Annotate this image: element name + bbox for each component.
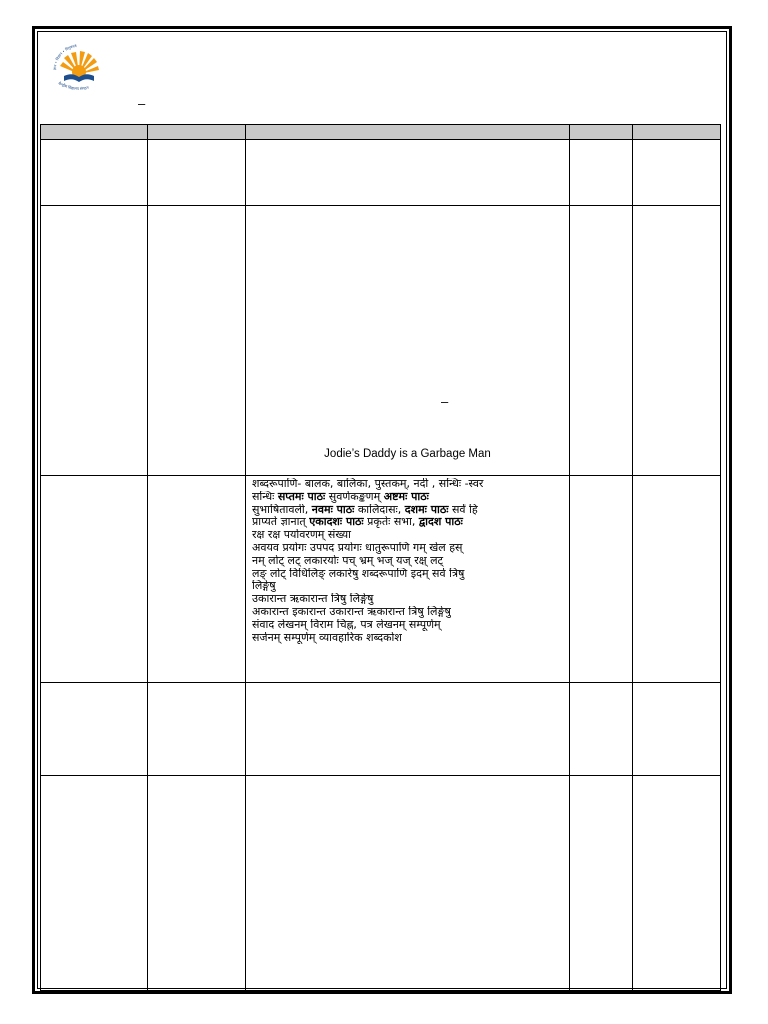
lesson-heading: द्वादश पाठः	[418, 516, 463, 529]
table-row	[41, 683, 721, 776]
lesson-heading: एकादशः पाठः	[309, 516, 364, 529]
syllabus-text: रक्ष रक्ष पर्यावरणम् संख्या	[252, 529, 351, 542]
content-cell	[246, 206, 570, 476]
table-row	[41, 476, 721, 683]
syllabus-text: सुभाषितावली,	[252, 503, 312, 516]
header-cell-1	[41, 125, 148, 140]
table-cell	[246, 776, 570, 991]
syllabus-text: लङ् लोट् विधिलिङ् लकारेषु शब्दरूपाणि इदम् सर्व त्रिषु	[252, 567, 465, 580]
table-cell	[570, 776, 633, 991]
syllabus-text: नम् लोट् लट् लकारयोः पच् भ्रम् भज् यज् रक्ष् लट्	[252, 554, 444, 567]
syllabus-table	[40, 124, 721, 991]
table-cell	[633, 776, 721, 991]
header-dash: –	[138, 96, 146, 111]
syllabus-line	[252, 516, 563, 529]
table-cell	[41, 683, 148, 776]
header-cell-5	[633, 125, 721, 140]
table-cell	[148, 683, 246, 776]
syllabus-line	[252, 504, 563, 517]
table-cell	[148, 206, 246, 476]
table-row	[41, 776, 721, 991]
header-cell-4	[570, 125, 633, 140]
table-cell	[148, 140, 246, 206]
table-cell	[41, 206, 148, 476]
table-cell	[246, 140, 570, 206]
table-cell	[570, 206, 633, 476]
lesson-heading: सप्तमः पाठः	[277, 490, 326, 503]
syllabus-text: संवाद लेखनम् विराम चिह्न, पत्र लेखनम् सम्पूर्णम्	[252, 618, 441, 631]
table-cell	[41, 476, 148, 683]
header-cell-3	[246, 125, 570, 140]
table-cell	[148, 476, 246, 683]
syllabus-text: सन्धिः	[252, 490, 278, 503]
syllabus-line	[252, 568, 563, 581]
syllabus-text: प्राप्यते ज्ञानात्	[252, 516, 310, 529]
table-cell	[246, 683, 570, 776]
syllabus-line	[252, 619, 563, 632]
content-dash: –	[441, 394, 449, 409]
table-cell	[633, 476, 721, 683]
syllabus-line	[252, 593, 563, 606]
header-cell-2	[148, 125, 246, 140]
syllabus-line	[252, 529, 563, 542]
syllabus-text: शब्दरूपाणि- बालक, बालिका, पुस्तकम्, नदी , सन्धिः -स्वर	[252, 478, 484, 490]
syllabus-line	[252, 542, 563, 555]
syllabus-text: कालिदासः,	[354, 503, 405, 516]
table-cell	[41, 776, 148, 991]
syllabus-text: सर्जनम् सम्पूर्णम् व्यावहारिक शब्दकोश	[252, 631, 402, 644]
syllabus-text: सर्वं हि	[448, 503, 478, 516]
table-cell	[570, 683, 633, 776]
table-cell	[633, 683, 721, 776]
syllabus-text: प्रकृतेः सभा,	[363, 516, 419, 529]
table-cell	[570, 140, 633, 206]
syllabus-text: अवयव प्रयोगः उपपद प्रयोगः धातुरूपाणि गम् खेल हस्	[252, 541, 463, 554]
sanskrit-syllabus-cell	[246, 476, 570, 683]
syllabus-text: लिङ्गेषु	[252, 580, 276, 593]
syllabus-text: सुवर्णकङ्कणम्	[325, 490, 384, 503]
table-header-row	[41, 125, 721, 140]
table-cell	[570, 476, 633, 683]
svg-text:केन्द्रीय विद्यालय संगठन: केन्द्रीय विद्यालय संगठन	[57, 80, 90, 92]
table-cell	[633, 206, 721, 476]
svg-text:ज्ञान • विज्ञान • विमुक्तये: ज्ञान • विज्ञान • विमुक्तये	[52, 44, 77, 71]
lesson-heading: नवमः पाठः	[311, 503, 355, 516]
kvs-logo	[50, 44, 108, 96]
table-cell	[148, 776, 246, 991]
syllabus-text: अकारान्त इकारान्त उकारान्त ऋकारान्त त्रिषु लिङ्गेषु	[252, 605, 451, 618]
english-lesson-title: Jodie’s Daddy is a Garbage Man	[324, 448, 491, 460]
syllabus-line	[252, 478, 563, 491]
syllabus-line	[252, 491, 563, 504]
syllabus-line	[252, 632, 563, 645]
syllabus-line	[252, 580, 563, 593]
table-cell	[41, 140, 148, 206]
syllabus-line	[252, 555, 563, 568]
syllabus-line	[252, 606, 563, 619]
sanskrit-syllabus-text	[246, 476, 569, 644]
syllabus-text: उकारान्त ऋकारान्त त्रिषु लिङ्गेषु	[252, 593, 374, 606]
table-cell	[633, 140, 721, 206]
lesson-heading: दशमः पाठः	[404, 503, 449, 516]
lesson-heading: अष्टमः पाठः	[383, 490, 429, 503]
table-row	[41, 206, 721, 476]
table-row	[41, 140, 721, 206]
